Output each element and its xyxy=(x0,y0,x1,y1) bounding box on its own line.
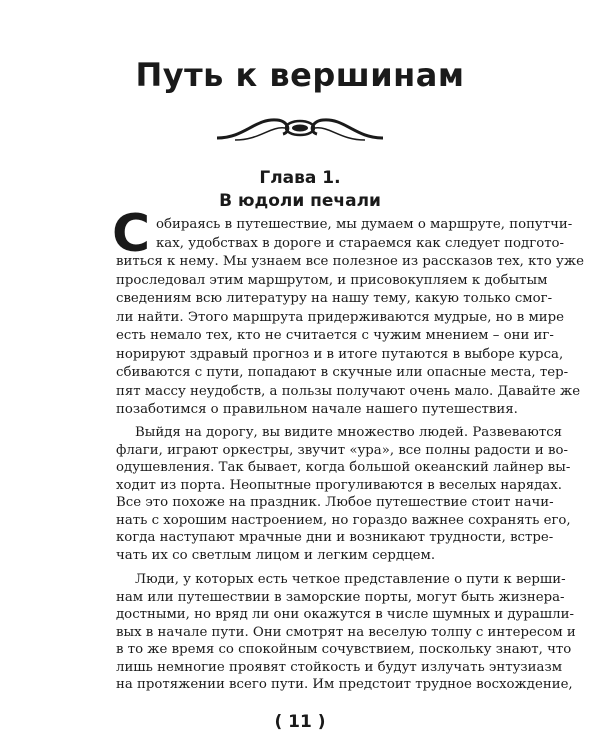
text-line: пят массу неудобств, а пользы получают очень мало. Давайте же xyxy=(116,383,581,399)
text-line: Все это похоже на праздник. Любое путешествие стоит начи- xyxy=(116,495,554,510)
book-title: Путь к вершинам xyxy=(135,56,465,94)
text-line: нам или путешествии в заморские порты, могут быть жизнера- xyxy=(116,589,565,605)
text-line: чать их со светлым лицом и легким сердцем. xyxy=(116,547,436,563)
text-line: когда наступают мрачные дни и возникают трудности, встре- xyxy=(116,530,554,545)
drop-cap: С xyxy=(112,204,151,264)
text-line: лишь немногие проявят стойкость и будут излучать энтузиазм xyxy=(116,659,563,675)
text-line: в то же время со спокойным сочувствием, поскольку знают, что xyxy=(116,642,572,657)
text-line: Люди, у которых есть четкое представление о пути к верши- xyxy=(135,572,566,587)
text-line: есть немало тех, кто не считается с чужим мнением – они иг- xyxy=(116,328,554,343)
text-line: Выйдя на дорогу, вы видите множество людей. Развеваются xyxy=(135,425,563,440)
text-line: достными, но вряд ли они окажутся в числе шумных и дурашли- xyxy=(116,607,574,622)
text-line: норируют здравый прогноз и в итоге путаются в выборе курса, xyxy=(116,346,564,362)
text-line: сведениям всю литературу на нашу тему, какую только смог- xyxy=(116,291,553,306)
text-line: одушевления. Так бывает, когда большой океанский лайнер вы- xyxy=(116,460,571,475)
page-number: ( 11 ) xyxy=(274,712,326,732)
text-line: на протяжении всего пути. Им предстоит трудное восхождение, xyxy=(116,677,573,692)
text-line: вых в начале пути. Они смотрят на веселую толпу с интересом и xyxy=(116,624,576,640)
text-line: позаботимся о правильном начале нашего путешествия. xyxy=(116,402,518,417)
ornament-divider-icon xyxy=(215,112,385,144)
text-line: ках, удобствах в дороге и стараемся как следует подгото- xyxy=(156,235,565,251)
body-text xyxy=(116,216,584,696)
text-line: ходит из порта. Неопытные прогуливаются в веселых нарядах. xyxy=(116,477,562,493)
text-line: нать с хорошим настроением, но гораздо важнее сохранять его, xyxy=(116,512,571,528)
chapter-number: Глава 1. xyxy=(259,168,341,188)
text-line: обираясь в путешествие, мы думаем о маршруте, попутчи- xyxy=(156,217,573,232)
text-line: флаги, играют оркестры, звучит «ура», все полны радости и во- xyxy=(116,442,568,458)
text-line: проследовал этим маршрутом, и присовокупляем к добытым xyxy=(116,272,548,288)
chapter-title: В юдоли печали xyxy=(219,191,381,211)
text-line: сбиваются с пути, попадают в скучные или опасные места, тер- xyxy=(116,365,569,380)
text-line: виться к нему. Мы узнаем все полезное из рассказов тех, кто уже xyxy=(116,254,584,269)
text-line: ли найти. Этого маршрута придерживаются мудрые, но в мире xyxy=(116,309,565,325)
